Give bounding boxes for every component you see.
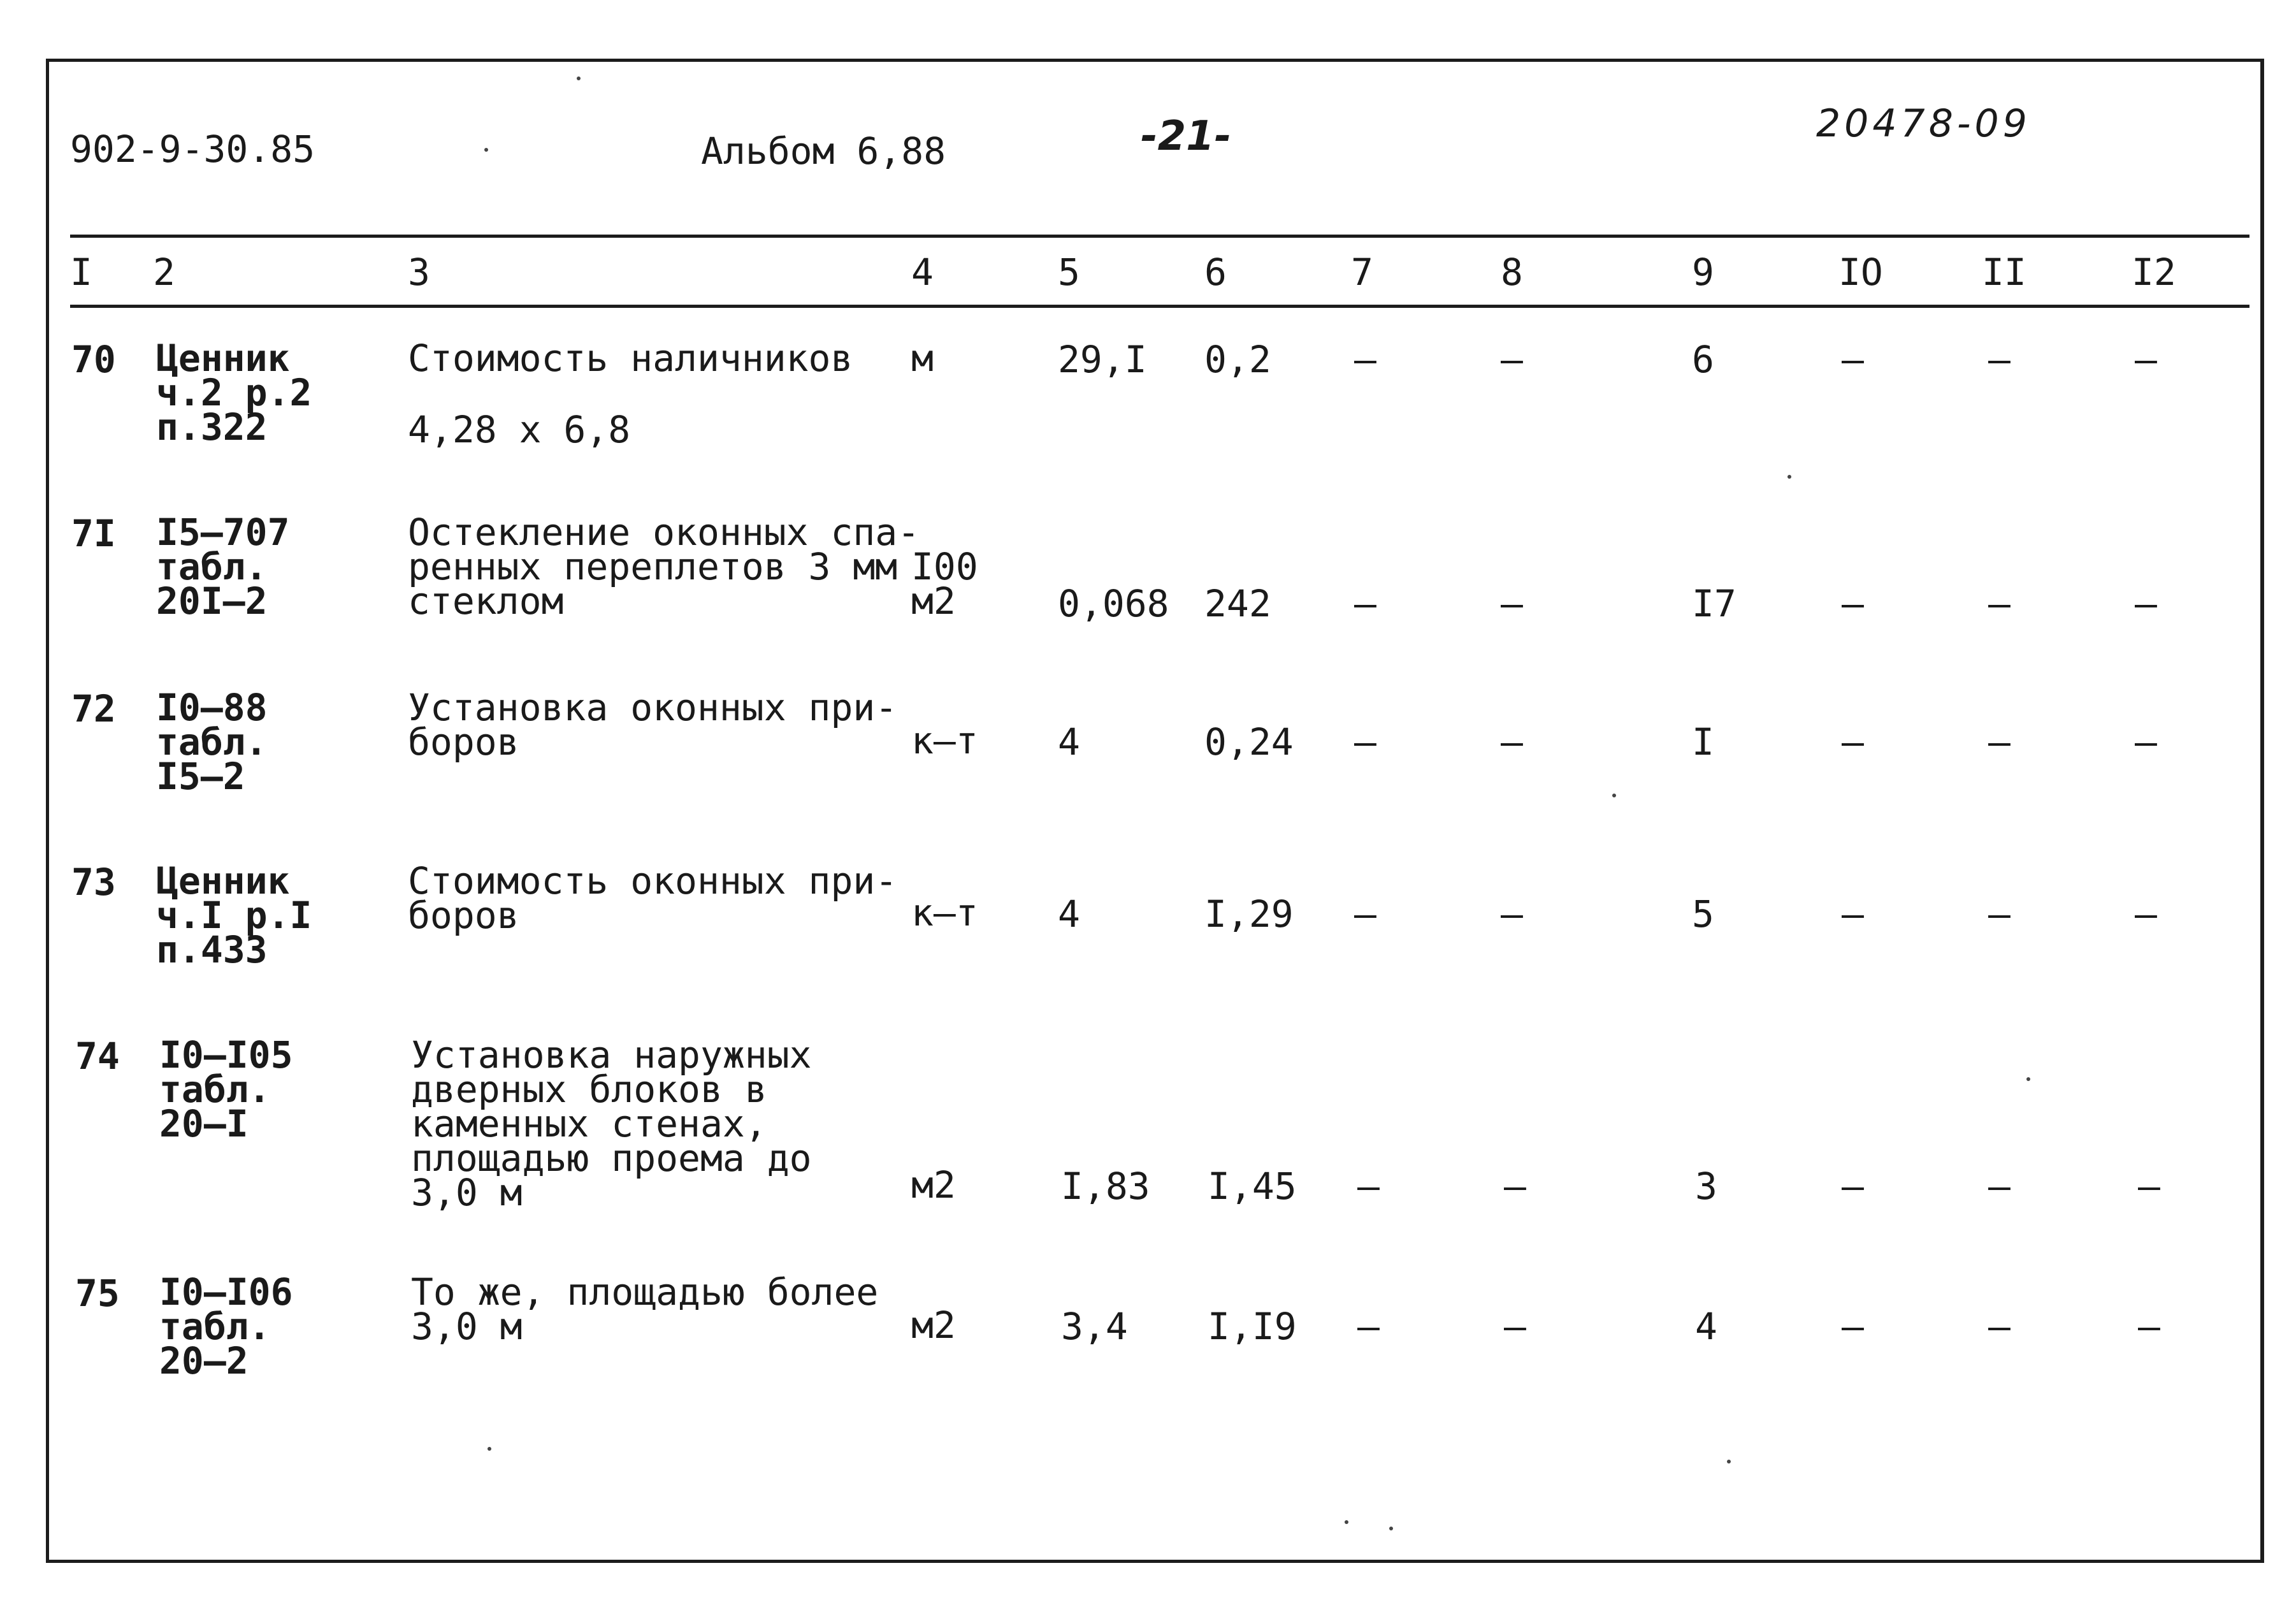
- row-description-extra: 4,28 x 6,8: [408, 408, 631, 451]
- column-header: 3: [408, 250, 430, 294]
- row-col12: –: [2135, 582, 2157, 625]
- row-col7: –: [1354, 720, 1376, 764]
- page-number: -21-: [1141, 113, 1232, 160]
- row-number: 70: [71, 338, 116, 381]
- row-reference: I0–88 табл. I5–2: [156, 686, 268, 798]
- row-unit: м: [911, 337, 934, 380]
- row-description: То же, площадью более 3,0 м: [411, 1270, 879, 1348]
- row-reference: I0–I06 табл. 20–2: [159, 1270, 293, 1383]
- row-col5: 29,I: [1058, 338, 1147, 381]
- column-header: IO: [1838, 250, 1883, 294]
- document-code: 902-9-30.85: [70, 127, 315, 171]
- row-col10: –: [1842, 892, 1864, 936]
- header-bottom-rule: [70, 305, 2249, 308]
- column-header: 8: [1501, 250, 1523, 294]
- column-header: II: [1982, 250, 2026, 294]
- row-col10: –: [1842, 1165, 1864, 1208]
- row-col5: 3,4: [1061, 1305, 1128, 1348]
- row-col9: 5: [1692, 892, 1714, 936]
- row-col6: I,I9: [1208, 1305, 1297, 1348]
- row-col10: –: [1842, 1305, 1864, 1348]
- header-top-rule: [70, 235, 2249, 238]
- scan-speck: [1345, 1520, 1348, 1524]
- row-col8: –: [1504, 1305, 1526, 1348]
- row-col11: –: [1988, 892, 2011, 936]
- row-reference: I5–707 табл. 20I–2: [156, 511, 290, 623]
- row-number: 72: [71, 687, 116, 730]
- column-header: 2: [153, 250, 175, 294]
- row-reference: Ценник ч.2 р.2 п.322: [156, 337, 312, 449]
- column-header: 5: [1058, 250, 1080, 294]
- row-col9: I7: [1692, 582, 1736, 625]
- scan-speck: [1787, 475, 1791, 479]
- scan-speck: [484, 148, 488, 152]
- row-unit: м2: [911, 1303, 956, 1347]
- row-col12: –: [2138, 1165, 2160, 1208]
- scan-speck: [1727, 1460, 1731, 1463]
- column-header: I2: [2132, 250, 2176, 294]
- scan-speck: [487, 1447, 491, 1451]
- row-col6: I,45: [1208, 1165, 1297, 1208]
- scan-speck: [1612, 794, 1616, 797]
- row-col12: –: [2138, 1305, 2160, 1348]
- row-unit: м2: [911, 1163, 956, 1207]
- row-col10: –: [1842, 338, 1864, 381]
- row-col8: –: [1501, 892, 1523, 936]
- row-description: Остекление оконных спа- ренных переплетов 3 мм стеклом: [408, 511, 920, 623]
- column-header: I: [70, 250, 92, 294]
- row-col11: –: [1988, 1305, 2011, 1348]
- row-description: Стоимость наличников: [408, 337, 853, 380]
- row-col7: –: [1354, 582, 1376, 625]
- row-col7: –: [1354, 338, 1376, 381]
- row-col10: –: [1842, 720, 1864, 764]
- row-col8: –: [1504, 1165, 1526, 1208]
- row-col6: 0,24: [1204, 720, 1294, 764]
- row-col10: –: [1842, 582, 1864, 625]
- row-col5: 4: [1058, 720, 1080, 764]
- row-col5: I,83: [1061, 1165, 1150, 1208]
- row-col12: –: [2135, 720, 2157, 764]
- column-header: 4: [911, 250, 934, 294]
- row-number: 74: [75, 1035, 120, 1078]
- scan-speck: [577, 76, 581, 80]
- row-unit: к–т: [911, 719, 978, 762]
- column-header: 9: [1692, 250, 1714, 294]
- row-number: 75: [75, 1272, 120, 1315]
- row-col9: 3: [1695, 1165, 1717, 1208]
- column-header: 6: [1204, 250, 1227, 294]
- row-col7: –: [1357, 1165, 1380, 1208]
- row-col8: –: [1501, 338, 1523, 381]
- row-col9: 4: [1695, 1305, 1717, 1348]
- row-col5: 0,068: [1058, 582, 1169, 625]
- row-col8: –: [1501, 720, 1523, 764]
- row-col9: I: [1692, 720, 1714, 764]
- row-unit: I00 м2: [911, 545, 978, 623]
- row-reference: I0–I05 табл. 20–I: [159, 1033, 293, 1145]
- row-number: 7I: [71, 512, 116, 555]
- row-col12: –: [2135, 892, 2157, 936]
- row-col11: –: [1988, 1165, 2011, 1208]
- row-col6: 0,2: [1204, 338, 1271, 381]
- column-header: 7: [1351, 250, 1373, 294]
- row-col7: –: [1354, 892, 1376, 936]
- scan-speck: [1389, 1527, 1393, 1530]
- row-description: Стоимость оконных при- боров: [408, 859, 898, 937]
- scan-speck: [2026, 1077, 2030, 1081]
- row-col11: –: [1988, 720, 2011, 764]
- page-frame: [46, 59, 2264, 1563]
- row-col7: –: [1357, 1305, 1380, 1348]
- row-col6: I,29: [1204, 892, 1294, 936]
- row-col6: 242: [1204, 582, 1271, 625]
- row-col11: –: [1988, 582, 2011, 625]
- row-col12: –: [2135, 338, 2157, 381]
- album-label: Альбом 6,88: [701, 129, 946, 173]
- row-col9: 6: [1692, 338, 1714, 381]
- row-col11: –: [1988, 338, 2011, 381]
- row-description: Установка оконных при- боров: [408, 686, 898, 764]
- row-reference: Ценник ч.I р.I п.433: [156, 859, 312, 971]
- row-col5: 4: [1058, 892, 1080, 936]
- row-col8: –: [1501, 582, 1523, 625]
- row-unit: к–т: [911, 891, 978, 934]
- inventory-number: 20478-09: [1816, 101, 2031, 146]
- row-description: Установка наружных дверных блоков в каменных стенах, площадью проема до 3,0 м: [411, 1033, 812, 1214]
- row-number: 73: [71, 860, 116, 904]
